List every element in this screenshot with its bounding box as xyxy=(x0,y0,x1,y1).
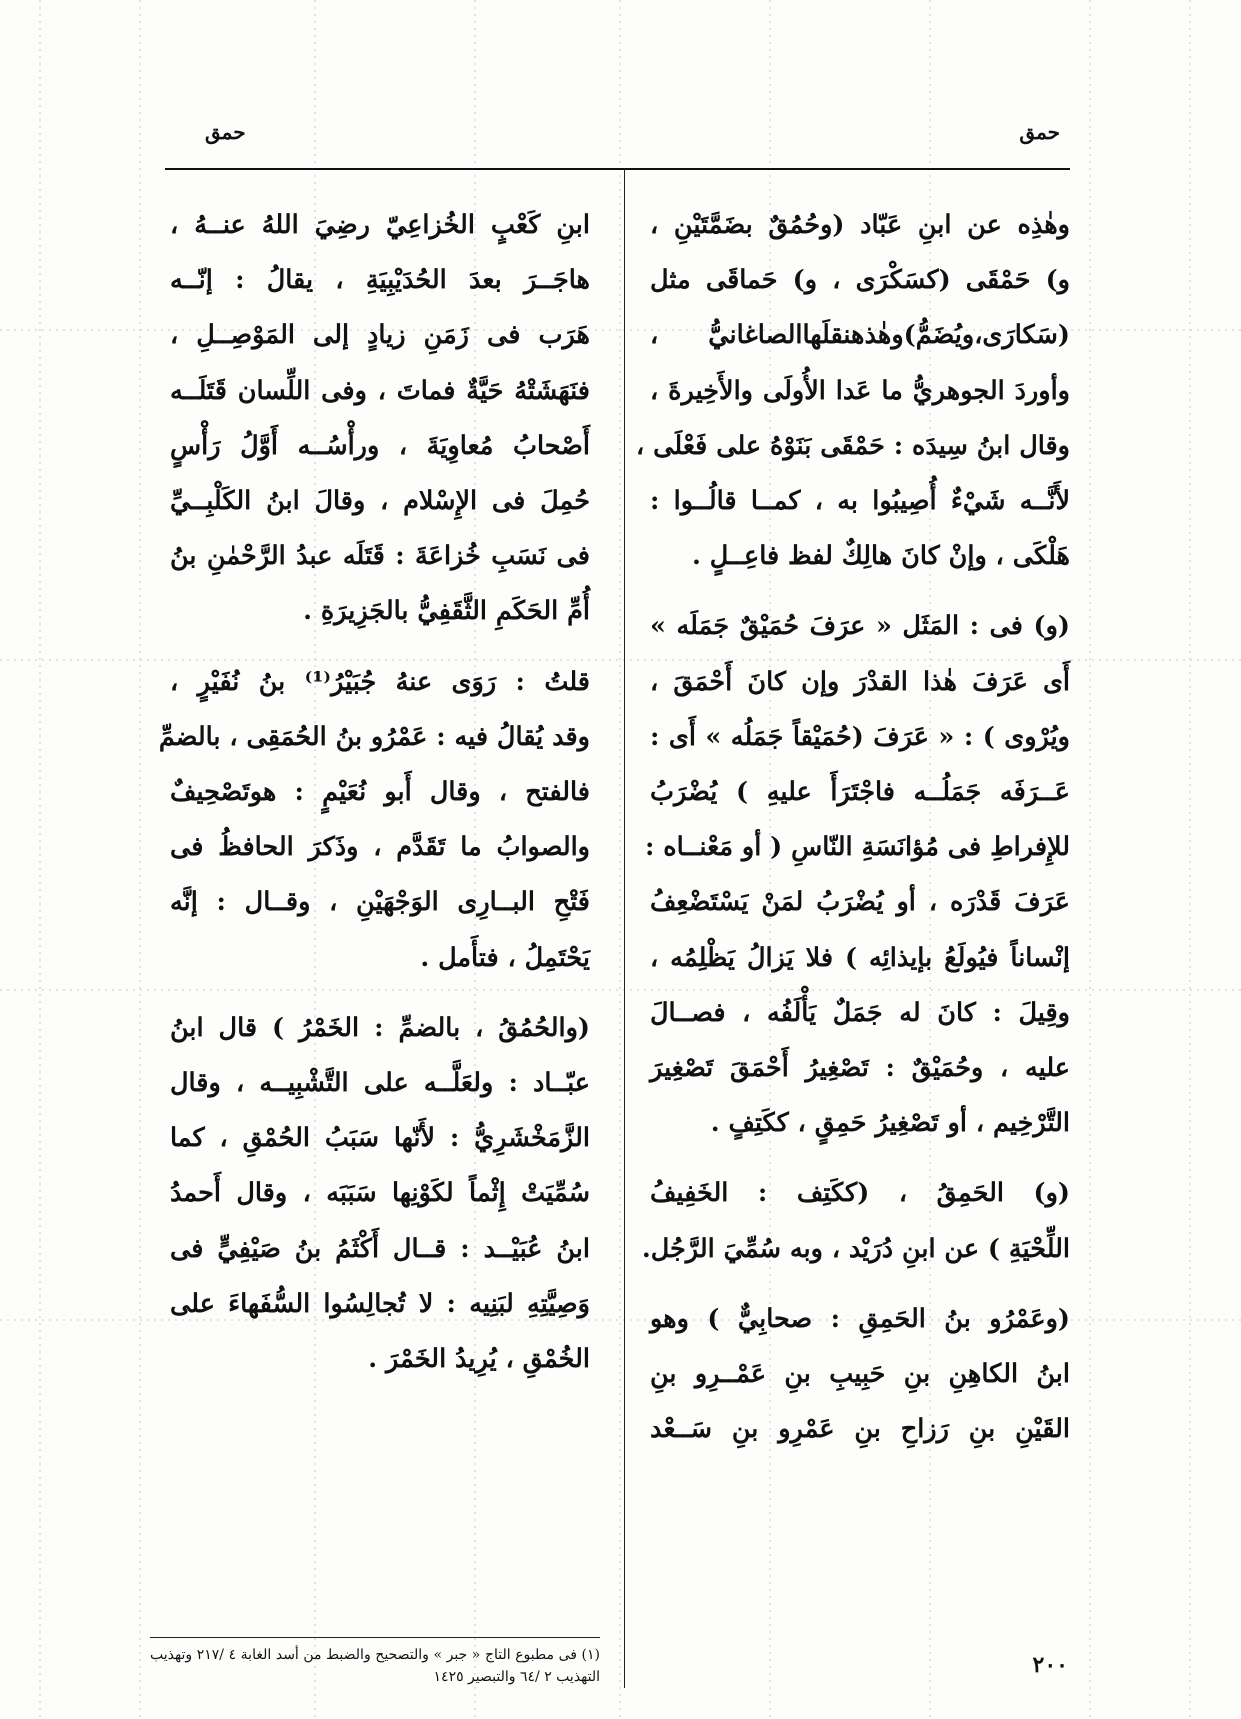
text-line: للإِفراطِ فى مُؤانَسَةِ النّاسِ ( أو مَعْنــاه : xyxy=(645,832,1070,863)
text-line: و) حَمْقَى (كسَكْرَى ، و) حَماقَى مثل xyxy=(650,265,1070,296)
paragraph xyxy=(170,198,590,640)
header-rule xyxy=(165,168,1070,170)
text-line: أُمِّ الحَكَمِ الثَّقَفِيُّ بالجَزِيرَةِ . xyxy=(303,596,590,627)
text-line: هاجَــرَ بعدَ الحُدَيْبِيَةِ ، يقالُ : إنّــه xyxy=(170,265,590,296)
text-line: وهٰذِه عن ابنِ عَبّاد (وحُمُقٌ بضَمَّتَيْنِ ، xyxy=(650,210,1070,240)
text-line: وقد يُقالُ فيه : عَمْرُو بنُ الحُمَقِى ، بالضمِّ xyxy=(158,721,590,752)
paragraph xyxy=(650,1292,1070,1458)
text-line: فنَهَشَتْهُ حَيَّةٌ فماتَ ، وفى اللِّسان قَتَلَــه xyxy=(170,375,590,406)
text-line: الخُمْقِ ، يُرِيدُ الخَمْرَ . xyxy=(368,1344,590,1375)
text-line: هَلْكَى ، وإنْ كانَ هالِكٌ لفظ فاعِــلٍ . xyxy=(691,541,1070,572)
text-line: عَرَفَ قَدْرَه ، أو يُضْرَبُ لمَنْ يَسْتَضْعِفُ xyxy=(650,887,1070,918)
paragraph xyxy=(170,1001,590,1387)
footnote-rule xyxy=(150,1637,600,1638)
paragraph xyxy=(641,1166,1070,1276)
text-line: أَى عَرَفَ هٰذا القدْرَ وإن كانَ أَحْمَقَ ، xyxy=(650,666,1070,697)
text-line: والصوابُ ما تَقَدَّم ، وذَكرَ الحافظُ فى xyxy=(170,832,590,863)
text-line: وأوردَ الجوهريُّ ما عَدا الأُولَى والأَخِيرةَ ، xyxy=(650,375,1070,406)
column-divider xyxy=(624,168,625,1688)
text-line: التَّرْخِيم ، أو تَصْغِيرُ حَمِقٍ ، ككَتِفٍ . xyxy=(710,1108,1070,1139)
left-column xyxy=(158,198,590,1402)
paragraph xyxy=(645,599,1070,1151)
text-line: (و) فى : المَثَل « عرَفَ حُمَيْقٌ جَمَلَه » xyxy=(650,611,1070,642)
text-line: أَصْحابُ مُعاوِيَةَ ، ورأْسُــه أَوَّلُ رَأْسٍ xyxy=(170,430,590,461)
text-line: فالفتح ، وقال أَبو نُعَيْمٍ : هوتَصْحِيفٌ xyxy=(170,777,590,808)
text-line: يَحْتَمِلُ ، فتأَمل . xyxy=(420,942,590,973)
text-line: (والحُمُقُ ، بالضمِّ : الخَمْرُ ) قال ابنُ xyxy=(170,1012,590,1043)
text-line: (و) الحَمِقُ ، (ككَتِف : الخَفِيفُ xyxy=(650,1178,1070,1209)
running-head-left: حمق xyxy=(205,120,246,144)
running-head-right: حمق xyxy=(1019,120,1060,144)
text-line: (سَكارَى،ويُضَمُّ)وهٰذهنقلَهاالصاغانيُّ ، xyxy=(650,320,1070,351)
text-line: الزَّمَخْشَرِيُّ : لأَنّها سَبَبُ الحُمْقِ ، كما xyxy=(170,1123,590,1154)
text-line: وَصِيَّتِهِ لبَنِيه : لا تُجالِسُوا السُّفَهاءَ على xyxy=(170,1288,590,1319)
paragraph xyxy=(158,655,590,986)
text-line: ابنِ كَعْبٍ الخُزاعِيّ رضِيَ اللهُ عنــهُ ، xyxy=(170,210,590,240)
text-line: قلتُ : رَوَى عنهُ جُبَيْرُ⁽¹⁾ بنُ نُفَيْرٍ ، xyxy=(170,666,590,697)
text-line: (وعَمْرُو بنُ الحَمِقِ : صحابِيٌّ ) وهو xyxy=(650,1303,1070,1334)
text-line: هَرَب فى زَمَنِ زيادٍ إلى المَوْصِــلِ ، xyxy=(170,320,590,351)
text-line: سُمِّيَتْ إِثْماً لكَوْنِها سَبَبَه ، وقال أَحمدُ xyxy=(170,1178,590,1209)
text-line: عَــرَفَه جَمَلُــه فاجْتَرَأَ عليهِ ) يُضْرَبُ xyxy=(650,777,1070,808)
text-line: وقال ابنُ سِيدَه : حَمْقَى بَنَوْهُ على فَعْلَى ، xyxy=(636,430,1070,461)
text-line: فَتْحِ البــارِى الوَجْهَيْنِ ، وقــال : إنَّه xyxy=(170,887,590,918)
text-line: ابنُ عُبَيْــد : قــال أَكْثَمُ بنُ صَيْفِيٍّ فى xyxy=(170,1233,590,1264)
text-line: لأَنَّــه شَيْءٌ أُصِيبُوا به ، كمــا قالُــوا : xyxy=(650,486,1070,517)
page-number: ٢٠٠ xyxy=(1032,1652,1068,1678)
footnote: (١) فى مطبوع التاج « جبر » والتصحيح والضبط من أسد الغابة ٤ /٢١٧ وتهذيب التهذيب ٢ /٦٤ والتبصير ١٤٢٥ xyxy=(150,1647,600,1685)
page-header xyxy=(165,120,1070,160)
text-line: حُمِلَ فى الإِسْلام ، وقالَ ابنُ الكَلْبِــيِّ xyxy=(170,486,590,517)
text-line: وقِيلَ : كانَ له جَمَلٌ يَأْلَفُه ، فصــالَ xyxy=(650,997,1070,1028)
paragraph xyxy=(636,198,1070,584)
text-line: ابنُ الكاهِنِ بنِ حَبِيبِ بنِ عَمْــرِو بنِ xyxy=(650,1359,1070,1390)
text-line: اللِّحْيَةِ ) عن ابنِ دُرَيْد ، وبه سُمِّيَ الرَّجُل. xyxy=(641,1233,1070,1264)
text-line: ويُرْوى ) : « عَرَفَ (حُمَيْقاً جَمَلُه » أَى : xyxy=(650,721,1070,752)
text-line: القَيْنِ بنِ رَزاحِ بنِ عَمْرِو بنِ سَــعْد xyxy=(650,1414,1070,1445)
text-line: فى نَسَبِ خُزاعَةَ : قَتَلَه عبدُ الرَّحْمٰنِ بنُ xyxy=(170,541,590,572)
text-line: إنْساناً فيُولَعُ بإيذائِه ) فلا يَزالُ يَظْلِمُه ، xyxy=(650,942,1070,973)
right-column xyxy=(636,198,1070,1472)
text-line: عبّــاد : ولعَلَّــه على التَّشْبِيــه ، وقال xyxy=(170,1068,590,1099)
text-line: عليه ، وحُمَيْقٌ : تَصْغِيرُ أَحْمَقَ تَصْغِيرَ xyxy=(650,1053,1070,1084)
